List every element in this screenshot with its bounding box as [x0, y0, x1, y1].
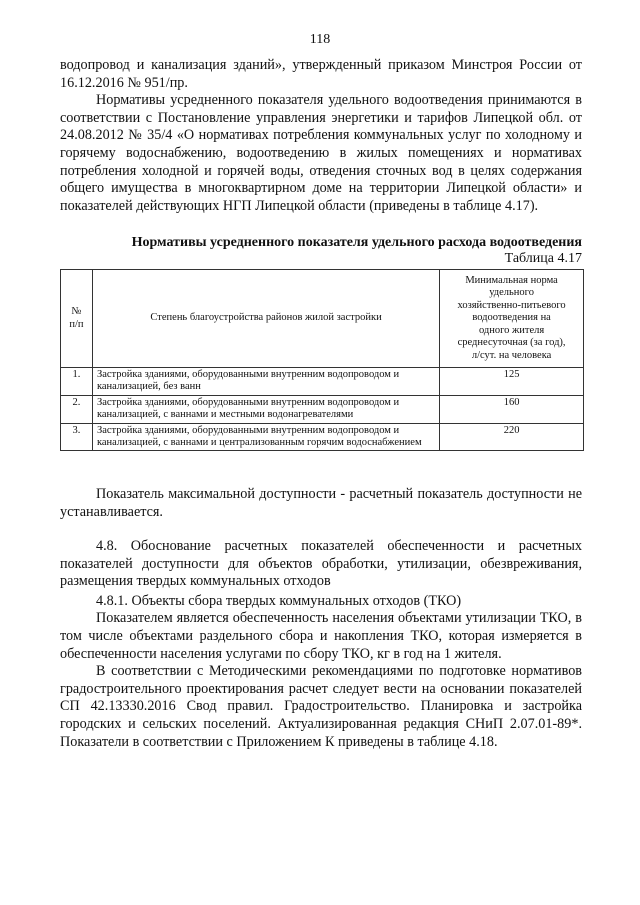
top-text-block — [60, 57, 582, 215]
table-row — [61, 395, 584, 423]
row-number: 2. — [61, 395, 93, 423]
row-description: Застройка зданиями, оборудованными внутренним водопроводом и канализацией, с ваннами и местными водонагревателями — [92, 395, 439, 423]
row-value: 125 — [440, 368, 584, 396]
row-number: 1. — [61, 368, 93, 396]
section-text-block — [60, 538, 582, 751]
section-heading: 4.8. Обоснование расчетных показателей обеспеченности и расчетных показателей доступности для объектов обработки, утилизации, обезвреживания, размещения твердых коммунальных отходов — [60, 538, 582, 590]
header-degree: Степень благоустройства районов жилой застройки — [92, 270, 439, 368]
subsection-heading: 4.8.1. Объекты сбора твердых коммунальных отходов (ТКО) — [96, 592, 462, 609]
row-description: Застройка зданиями, оборудованными внутренним водопроводом и канализацией, с ваннами и централизованным горячим водоснабжением — [92, 423, 439, 451]
row-description: Застройка зданиями, оборудованными внутренним водопроводом и канализацией, без ванн — [92, 368, 439, 396]
table-header-row — [61, 270, 584, 368]
paragraph-indicator: Показателем является обеспеченность населения объектами утилизации ТКО, в том числе объектами раздельного сбора и накопления ТКО, которая измеряется в обеспеченности населения услугами по сбору ТКО, кг в год на 1 жителя. — [60, 610, 582, 662]
table-row — [61, 368, 584, 396]
table-caption: Нормативы усредненного показателя удельного расхода водоотведения — [131, 235, 582, 250]
row-value: 220 — [440, 423, 584, 451]
header-norm: Минимальная норма удельного хозяйственно-питьевого водоотведения на одного жителя среднесуточная (за год), л/сут. на человека — [440, 270, 584, 368]
row-value: 160 — [440, 395, 584, 423]
paragraph-norms: Нормативы усредненного показателя удельного водоотведения принимаются в соответствии с Постановление управления энергетики и тарифов Липецкой обл. от 24.08.2012 № 35/4 «О нормативах потребления коммунальных услуг по холодному и горячему водоснабжению, водоотведению в жилых помещениях и нормативах потребления холодной и горячей воды, отведения сточных вод в целях содержания общего имущества в многоквартирном доме на территории Липецкой области» и показателей действующих НГП Липецкой области (приведены в таблице 4.17). — [60, 92, 582, 214]
paragraph-method: В соответствии с Методическими рекомендациями по подготовке нормативов градостроительного проектирования расчет следует вести на основании показателей СП 42.13330.2016 Свод правил. Градостроительство. Планировка и застройка городских и сельских поселений. Актуализированная редакция СНиП 2.07.01-89*. Показатели в соответствии с Приложением К приведены в таблице 4.18. — [60, 663, 582, 750]
table-row — [61, 423, 584, 451]
paragraph-continuation: водопровод и канализация зданий», утвержденный приказом Минстроя России от 16.12.2016 № 951/пр. — [60, 57, 582, 91]
access-text-block — [60, 486, 582, 521]
row-number: 3. — [61, 423, 93, 451]
header-number: № п/п — [61, 270, 93, 368]
paragraph-max-access: Показатель максимальной доступности - расчетный показатель доступности не устанавливается. — [60, 486, 582, 520]
page-number: 118 — [309, 32, 331, 47]
norms-table — [60, 269, 584, 451]
table-number: Таблица 4.17 — [504, 251, 582, 266]
